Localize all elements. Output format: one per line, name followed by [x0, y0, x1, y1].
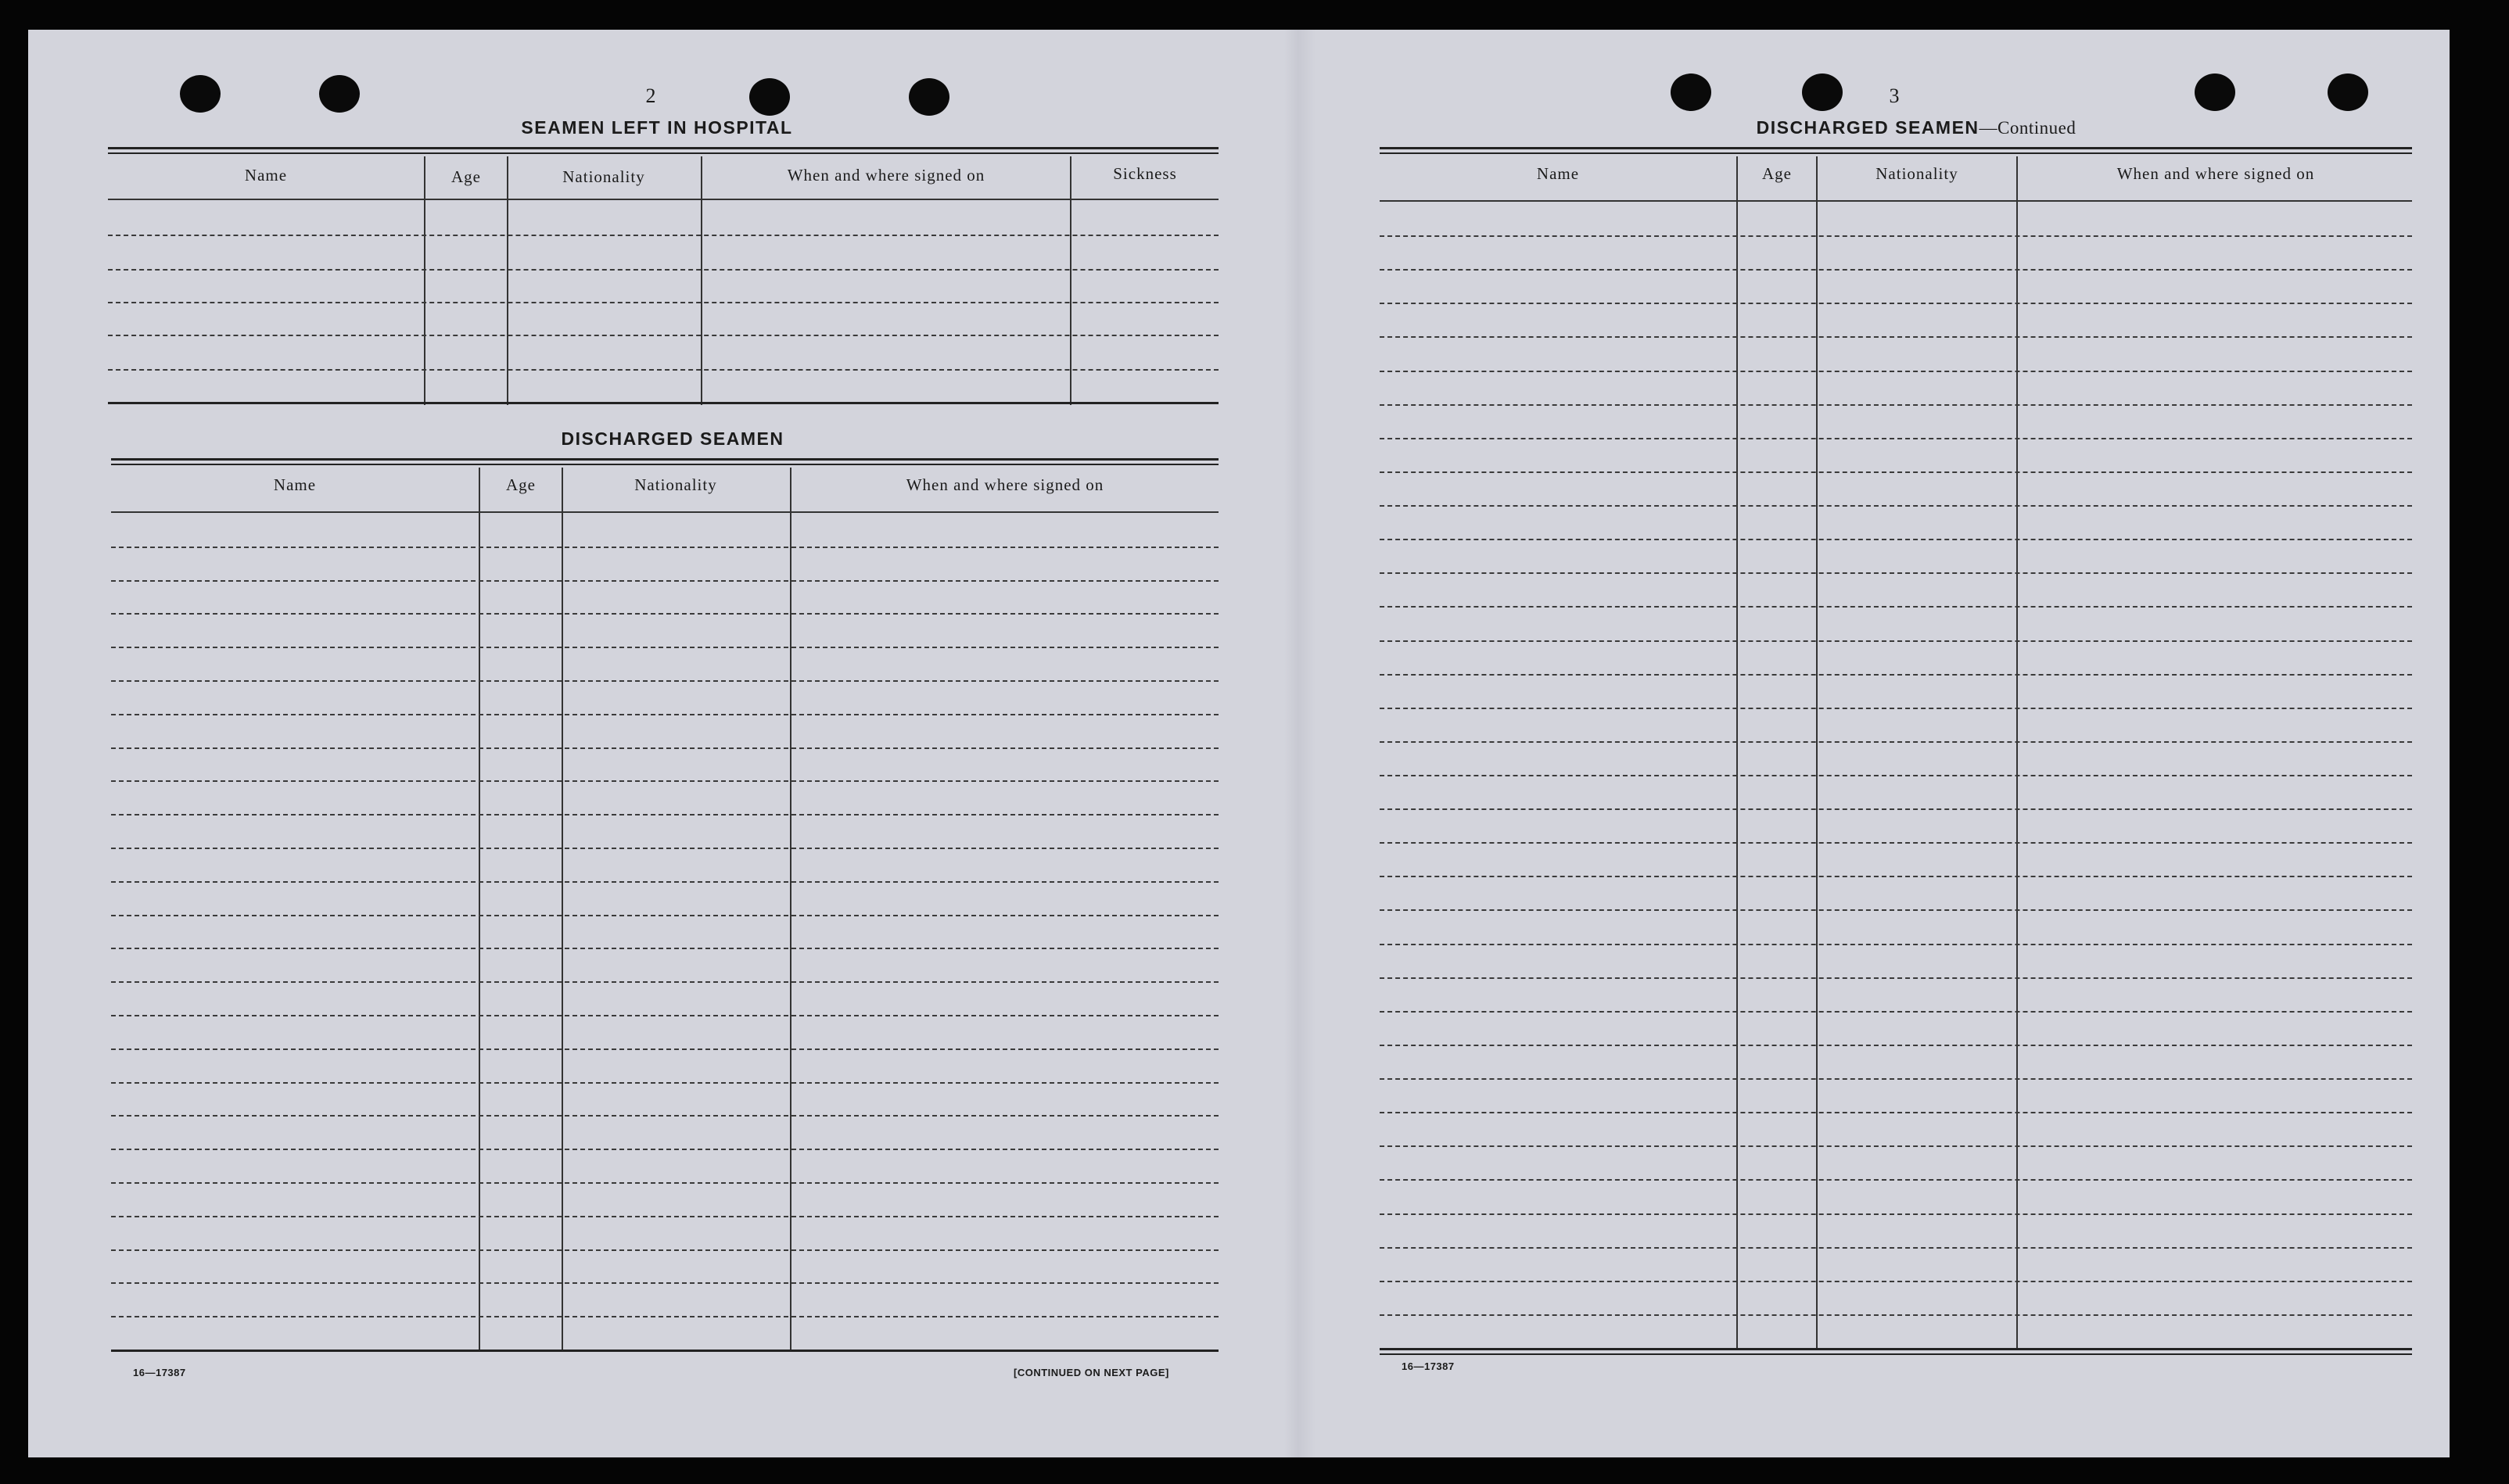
table-row	[1380, 471, 2412, 473]
punch-hole	[2328, 73, 2368, 111]
hospital-table	[108, 147, 1219, 410]
table-row	[1380, 775, 2412, 776]
table-row	[111, 680, 1219, 682]
form-number: 16—17387	[1402, 1360, 1455, 1372]
table-row	[1380, 1011, 2412, 1013]
table-top-rule	[111, 458, 1219, 461]
table-row	[111, 1149, 1219, 1150]
col-header-name: Name	[1536, 164, 1580, 183]
continued-note: [CONTINUED ON NEXT PAGE]	[1014, 1367, 1169, 1378]
column-divider	[701, 156, 702, 405]
header-underline	[1380, 200, 2412, 202]
col-header-age: Age	[506, 475, 536, 494]
discharged-continued-title-main: DISCHARGED SEAMEN	[1756, 117, 1980, 138]
table-bottom-rule	[1380, 1353, 2412, 1355]
table-row	[1380, 404, 2412, 406]
column-divider	[1736, 156, 1738, 1350]
col-header-name: Name	[244, 166, 288, 185]
table-row	[1380, 842, 2412, 844]
table-row	[111, 1082, 1219, 1084]
table-row	[111, 1216, 1219, 1217]
table-row	[1380, 269, 2412, 271]
table-row	[1380, 1045, 2412, 1046]
page-number: 3	[1889, 84, 1900, 107]
table-row	[1380, 708, 2412, 709]
page-spine	[1284, 30, 1316, 1457]
punch-hole	[1802, 73, 1843, 111]
table-row	[111, 747, 1219, 749]
col-header-name: Name	[273, 475, 317, 494]
punch-hole	[909, 78, 949, 116]
column-divider	[562, 468, 563, 1351]
table-row	[111, 647, 1219, 648]
discharged-section-title: DISCHARGED SEAMEN	[561, 428, 784, 449]
punch-hole	[2195, 73, 2235, 111]
table-row	[111, 981, 1219, 983]
header-underline	[108, 199, 1219, 200]
table-row	[108, 335, 1219, 336]
table-row	[111, 1182, 1219, 1184]
table-row	[1380, 572, 2412, 574]
table-row	[1380, 1112, 2412, 1113]
table-row	[1380, 1213, 2412, 1215]
punch-hole	[749, 78, 790, 116]
table-top-rule	[1380, 147, 2412, 149]
table-row	[111, 881, 1219, 883]
table-row	[1380, 438, 2412, 439]
table-row	[1380, 606, 2412, 608]
punch-hole	[180, 75, 221, 113]
discharged-continued-title	[1642, 117, 2190, 138]
hospital-section-title: SEAMEN LEFT IN HOSPITAL	[521, 117, 793, 138]
table-bottom-rule	[108, 402, 1219, 404]
column-divider	[507, 156, 508, 405]
table-bottom-rule	[111, 1350, 1219, 1352]
col-header-nationality: Nationality	[562, 167, 645, 186]
column-divider	[1070, 156, 1071, 405]
punch-hole	[319, 75, 360, 113]
discharged-continued-suffix: —Continued	[1979, 118, 2076, 138]
table-top-rule	[108, 147, 1219, 149]
table-row	[111, 1015, 1219, 1016]
table-row	[1380, 674, 2412, 676]
table-row	[111, 1282, 1219, 1284]
table-row	[1380, 808, 2412, 810]
col-header-age: Age	[1762, 164, 1792, 183]
table-row	[1380, 977, 2412, 979]
col-header-when-where: When and where signed on	[787, 166, 985, 185]
table-row	[111, 1048, 1219, 1050]
discharged-table	[111, 458, 1219, 1359]
table-row	[1380, 1247, 2412, 1249]
table-row	[1380, 235, 2412, 237]
table-row	[108, 302, 1219, 303]
column-divider	[790, 468, 791, 1351]
table-row	[111, 948, 1219, 949]
col-header-nationality: Nationality	[634, 475, 717, 494]
table-row	[111, 580, 1219, 582]
table-row	[111, 1249, 1219, 1251]
table-row	[1380, 944, 2412, 945]
table-row	[1380, 909, 2412, 911]
table-row	[1380, 640, 2412, 642]
table-row	[111, 1316, 1219, 1317]
col-header-age: Age	[451, 167, 481, 186]
table-row	[1380, 1314, 2412, 1316]
table-row	[1380, 505, 2412, 507]
page-number: 2	[645, 84, 656, 107]
table-top-rule	[1380, 152, 2412, 154]
column-divider	[1816, 156, 1818, 1350]
discharged-continued-table	[1380, 147, 2412, 1357]
table-row	[1380, 539, 2412, 540]
table-row	[111, 613, 1219, 615]
table-row	[111, 1115, 1219, 1117]
col-header-nationality: Nationality	[1875, 164, 1958, 183]
table-row	[1380, 336, 2412, 338]
table-row	[1380, 1078, 2412, 1080]
table-row	[108, 235, 1219, 236]
table-bottom-rule	[1380, 1348, 2412, 1350]
table-row	[111, 780, 1219, 782]
table-row	[1380, 1179, 2412, 1181]
table-top-rule	[111, 464, 1219, 465]
column-divider	[424, 156, 425, 405]
punch-hole	[1671, 73, 1711, 111]
header-underline	[111, 511, 1219, 513]
table-row	[1380, 876, 2412, 877]
table-row	[111, 814, 1219, 815]
table-row	[1380, 303, 2412, 304]
faint-handwriting	[1502, 976, 1515, 1016]
table-row	[108, 369, 1219, 371]
col-header-when-where: When and where signed on	[906, 475, 1104, 494]
table-row	[111, 915, 1219, 916]
table-row	[1380, 1145, 2412, 1147]
table-row	[1380, 371, 2412, 372]
table-row	[108, 269, 1219, 271]
column-divider	[2016, 156, 2018, 1350]
table-top-rule	[108, 152, 1219, 154]
col-header-sickness: Sickness	[1113, 164, 1177, 183]
table-row	[1380, 1281, 2412, 1282]
table-row	[111, 547, 1219, 548]
table-row	[111, 714, 1219, 715]
table-row	[1380, 741, 2412, 743]
table-row	[111, 848, 1219, 849]
col-header-when-where: When and where signed on	[2116, 164, 2315, 183]
column-divider	[479, 468, 480, 1351]
form-number: 16—17387	[133, 1367, 186, 1378]
